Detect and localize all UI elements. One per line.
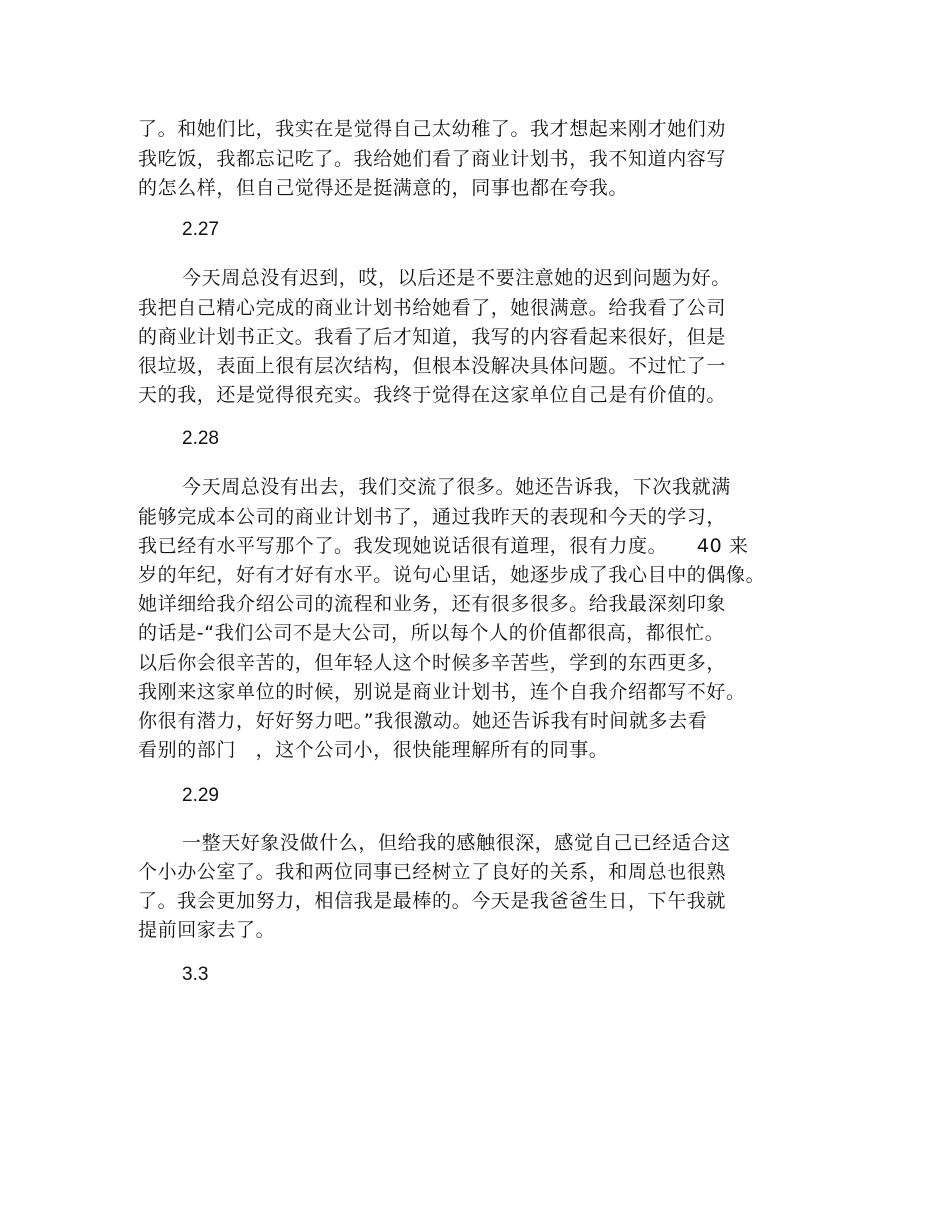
- entry-date: 2.29: [182, 785, 219, 806]
- text-line: 提前回家去了。: [138, 919, 276, 941]
- text-line: 她详细给我介绍公司的流程和业务，还有很多很多。给我最深刻印象: [138, 593, 727, 615]
- text-line: 个小办公室了。我和两位同事已经树立了良好的关系，和周总也很熟: [138, 861, 727, 883]
- text-line: 今天周总没有出去，我们交流了很多。她还告诉我，下次我就满: [182, 476, 731, 498]
- text-line: 能够完成本公司的商业计划书了，通过我昨天的表现和今天的学习，: [138, 506, 727, 528]
- text-line: 的商业计划书正文。我看了后才知道，我写的内容看起来很好，但是: [138, 326, 727, 348]
- text-line: 很垃圾，表面上很有层次结构，但根本没解决具体问题。不过忙了一: [138, 355, 727, 377]
- text-line: 一整天好象没做什么，但给我的感触很深，感觉自己已经适合这: [182, 832, 731, 854]
- entry-date: 2.28: [182, 428, 219, 449]
- text-line: 以后你会很辛苦的，但年轻人这个时候多辛苦些，学到的东西更多，: [138, 652, 727, 674]
- text-line: 岁的年纪，好有才好有水平。说句心里话，她逐步成了我心目中的偶像。: [138, 564, 766, 586]
- text-line: 看别的部门 ，这个公司小，很快能理解所有的同事。: [138, 739, 609, 761]
- text-line: 天的我，还是觉得很充实。我终于觉得在这家单位自己是有价值的。: [138, 384, 727, 406]
- text-line: 我把自己精心完成的商业计划书给她看了，她很满意。给我看了公司: [138, 297, 727, 319]
- text-line: 了。和她们比，我实在是觉得自己太幼稚了。我才想起来刚才她们劝: [138, 118, 727, 140]
- text-line: 今天周总没有迟到，哎，以后还是不要注意她的迟到问题为好。: [182, 267, 731, 289]
- text-line: 的怎么样，但自己觉得还是挺满意的，同事也都在夸我。: [138, 177, 629, 199]
- entry-date: 2.27: [182, 219, 219, 240]
- text-line: 我吃饭，我都忘记吃了。我给她们看了商业计划书，我不知道内容写: [138, 148, 727, 170]
- text-line: 的话是-“我们公司不是大公司，所以每个人的价值都很高，都很忙。: [138, 622, 725, 644]
- text-line: 了。我会更加努力，相信我是最棒的。今天是我爸爸生日，下午我就: [138, 890, 727, 912]
- entry-date: 3.3: [182, 964, 209, 985]
- text-line: 我刚来这家单位的时候，别说是商业计划书，连个自我介绍都写不好。: [138, 681, 746, 703]
- text-line: 我已经有水平写那个了。我发现她说话很有道理，很有力度。 40 来: [138, 535, 749, 557]
- text-line: 你很有潜力，好好努力吧。”我很激动。她还告诉我有时间就多去看: [138, 710, 708, 732]
